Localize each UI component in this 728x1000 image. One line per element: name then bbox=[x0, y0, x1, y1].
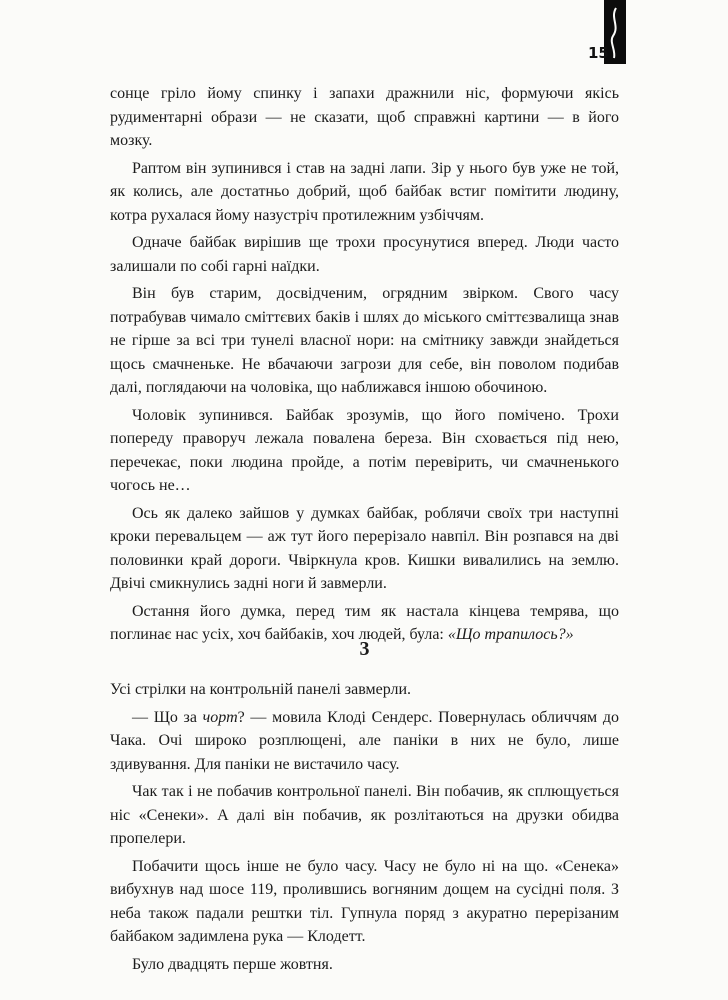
text-section-2 bbox=[110, 678, 619, 976]
paragraph: Усі стрілки на контрольній панелі завмерли. bbox=[110, 681, 412, 698]
paragraph: Одначе байбак вирішив ще трохи просунутися вперед. Люди часто залишали по собі гарні наїдки. bbox=[110, 234, 619, 275]
paragraph: Ось як далеко зайшов у думках байбак, роблячи своїх три наступні кроки перевальцем — аж тут його перерізало навпіл. Він розпався на дві половинки край дороги. Чвіркнула кров. Кишки вивалились на землю. Двічі смикнулись задні ноги й завмерли. bbox=[110, 504, 619, 592]
paragraph: сонце гріло йому спинку і запахи дражнили ніс, формуючи якісь рудиментарні образи — не сказати, щоб справжні картини — в його мозку. bbox=[110, 85, 619, 149]
paragraph-text: ? — мовила Клоді Сендерс. Повернулась обличчям до Чака. Очі широко розплющені, але паніки в них не було, лише здивування. Для паніки не вистачило часу. bbox=[110, 708, 620, 773]
paragraph: Чоловік зупинився. Байбак зрозумів, що його помічено. Трохи попереду праворуч лежала повалена береза. Він сховається під нею, перечекає, поки людина пройде, а потім перевірить, чи смачненького чогось не… bbox=[110, 406, 619, 494]
chapter-heading: 3 bbox=[359, 638, 370, 660]
paragraph: Було двадцять перше жовтня. bbox=[132, 955, 333, 973]
paragraph bbox=[110, 706, 619, 777]
paragraph: Чак так і не побачив контрольної панелі. Він побачив, як сплющується ніс «Сенеки». А далі він побачив, як розлітаються на друзки обидва пропелери. bbox=[110, 783, 619, 847]
paragraph: Він був старим, досвідченим, огрядним звірком. Свого часу потрабував чимало сміттєвих баків і шлях до міського сміттєзвалища знав не гірше за всі три тунелі власної нори: на смітнику завжди знайдеться щось смачненьке. Не вбачаючи загрози для себе, він поволом подибав далі, поглядаючи на чоловіка, що наближався іншою обочиною. bbox=[110, 285, 619, 396]
paragraph: Побачити щось інше не було часу. Часу не було ні на що. «Сенека» вибухнув над шосе 119, пролившись вогняним дощем на сусідні поля. З неба також падали рештки тіл. Гупнула поряд з акуратно перерізаним байбаком задимлена рука — Клодетт. bbox=[110, 857, 619, 945]
paragraph-text: Остання його думка, перед тим як настала кінцева темрява, що поглинає нас усіх, хоч байбаків, хоч людей, була: bbox=[110, 602, 619, 643]
italic-word: чорт bbox=[202, 708, 238, 726]
italic-quote: «Що трапилось?» bbox=[447, 626, 574, 643]
paragraph: Раптом він зупинився і став на задні лапи. Зір у нього був уже не той, як колись, але достатньо добрий, щоб байбак встиг помітити людину, котра рухалася йому назустріч протилежним узбіччям. bbox=[110, 159, 619, 224]
page-number: 15 bbox=[588, 44, 609, 62]
paragraph-text: — Що за bbox=[132, 708, 203, 726]
text-section-1 bbox=[110, 82, 619, 647]
